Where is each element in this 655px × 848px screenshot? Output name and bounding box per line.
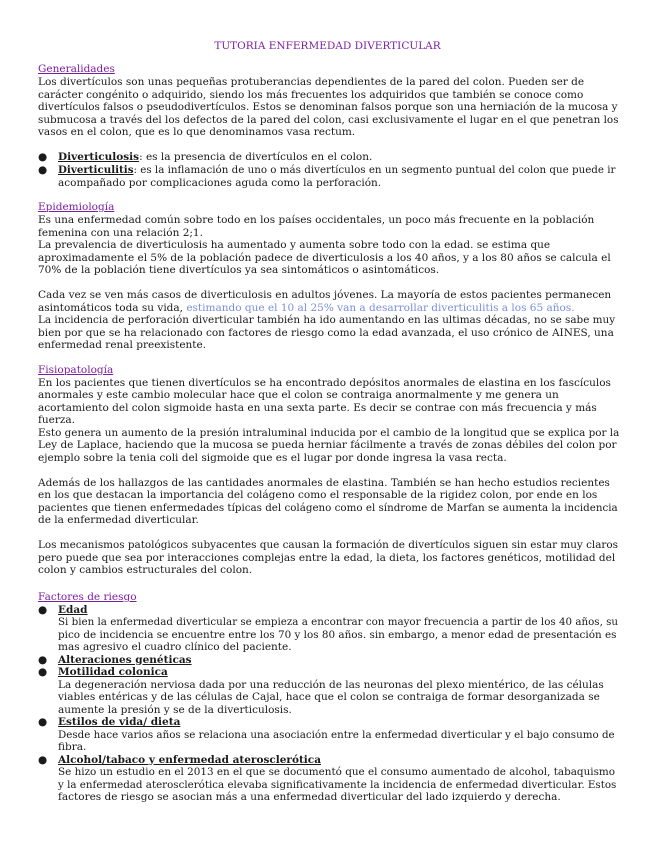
text-run: asintomáticos toda su vida, <box>38 301 187 314</box>
paragraph-line: en los que destacan la importancia del colágeno como el responsable de la rigidez colon, por ende en los <box>38 489 598 501</box>
highlighted-text: estimando que el 10 al 25% van a desarrollar diverticulitis a los 65 años. <box>186 301 575 314</box>
bullet-dot: ● <box>38 164 48 176</box>
definition-text: : es la inflamación de uno o más divertículos en un segmento puntual del colon que puede ir <box>133 164 616 176</box>
paragraph-line: Se hizo un estudio en el 2013 en el que se documentó que el consumo aumentado de alcohol, tabaquismo <box>58 766 616 778</box>
paragraph-line: de la enfermedad diverticular. <box>38 514 199 526</box>
paragraph-line: vasos en el colon, que es lo que denominamos vasa rectum. <box>38 126 356 138</box>
paragraph-line: pacientes que tienen enfermedades típicas del colágeno como el síndrome de Marfan se aumenta la incidencia <box>38 501 618 514</box>
paragraph-line: La incidencia de perforación diverticular también ha ido aumentando en las ultimas décadas, no se sabe muy <box>38 314 616 326</box>
paragraph-line: Desde hace varios años se relaciona una asociación entre la enfermedad diverticular y el bajo consumo de <box>58 728 615 741</box>
paragraph-line: Si bien la enfermedad diverticular se empieza a encontrar con mayor frecuencia a partir de los 40 años, su <box>58 616 619 628</box>
paragraph-line: aproximadamente el 5% de la población padece de diverticulosis a los 40 años, y a los 80 años se calcula el <box>38 251 611 264</box>
paragraph-line: anormales y este cambio molecular hace que el colon se contraiga anormalmente y me genera un <box>38 389 559 401</box>
bullet-dot: ● <box>38 716 48 728</box>
paragraph-line: colon y cambios estructurales del colon. <box>38 564 253 576</box>
paragraph-line: pero puede que sea por interacciones complejas entre la edad, la dieta, los factores genéticos, motilidad del <box>38 551 616 564</box>
heading-fisiopatologia: Fisiopatología <box>38 364 114 376</box>
bullet-item-diverticulosis <box>58 151 372 164</box>
risk-factor-estilos-de-vida: Estilos de vida/ dieta <box>58 716 181 728</box>
paragraph-line: En los pacientes que tienen divertículos se ha encontrado depósitos anormales de elastina en los fascículos <box>38 376 611 389</box>
heading-epidemiologia: Epidemiología <box>38 201 115 213</box>
paragraph-line: Esto genera un aumento de la presión intraluminal inducida por el cambio de la longitud que se explica por la <box>38 426 620 439</box>
term-diverticulosis: Diverticulosis <box>58 151 140 163</box>
paragraph-line: ejemplo sobre la tenia coli del sigmoide que es el lugar por donde ingresa la vasa recta. <box>38 451 507 464</box>
bullet-dot: ● <box>38 666 48 678</box>
paragraph-line: La degeneración nerviosa dada por una reducción de las neuronas del plexo mientérico, de las células <box>58 678 604 691</box>
paragraph-line <box>38 302 575 315</box>
paragraph-line: Los mecanismos patológicos subyacentes que causan la formación de divertículos siguen sin estar muy claros <box>38 539 618 551</box>
paragraph-line: Los divertículos son unas pequeñas protuberancias dependientes de la pared del colon. Pueden ser de <box>38 76 585 88</box>
paragraph-line: viables entéricas y de las células de Cajal, hace que el colon se contraiga de formar desorganizada se <box>58 691 600 703</box>
paragraph-line: enfermedad renal preexistente. <box>38 339 207 351</box>
paragraph-line: mas agresivo el cuadro clínico del paciente. <box>58 641 292 653</box>
paragraph-line: factores de riesgo se asocian más a una enfermedad diverticular del lado izquierdo y derecha. <box>58 791 561 803</box>
paragraph-line: pico de incidencia se encuentre entre los 70 y los 80 años. sin embargo, a menor edad de presentación es <box>58 628 617 641</box>
paragraph-line: Además de los hallazgos de las cantidades anormales de elastina. También se han hecho estudios recientes <box>38 476 610 489</box>
paragraph-line: y la enfermedad aterosclerótica elevaba significativamente la incidencia de enfermedad diverticular. Estos <box>58 778 617 791</box>
paragraph-line: fibra. <box>58 741 87 753</box>
risk-factor-geneticas: Alteraciones genéticas <box>58 653 192 666</box>
definition-text: : es la presencia de divertículos en el colon. <box>139 151 373 163</box>
paragraph-line: Es una enfermedad común sobre todo en los países occidentales, un poco más frecuente en la población <box>38 214 595 226</box>
risk-factor-edad: Edad <box>58 603 88 616</box>
heading-factores-de-riesgo: Factores de riesgo <box>38 591 137 603</box>
paragraph-line: Ley de Laplace, haciendo que la mucosa se pueda herniar fácilmente a través de zonas débiles del colon por <box>38 439 617 451</box>
paragraph-line: divertículos falsos o pseudodivertículos. Estos se denominan falsos porque son una herniación de la mucosa y <box>38 101 618 113</box>
heading-generalidades: Generalidades <box>38 63 115 75</box>
document-title: TUTORIA ENFERMEDAD DIVERTICULAR <box>214 40 441 52</box>
risk-factor-motilidad: Motilidad colonica <box>58 666 168 678</box>
paragraph-line: acortamiento del colon sigmoide hasta en una sexta parte. Es decir se contrae con más frecuencia y más <box>38 401 597 414</box>
bullet-dot: ● <box>38 753 48 766</box>
paragraph-line: submucosa a través del los defectos de la pared del colon, casi exclusivamente el lugar en el que penetran los <box>38 113 619 126</box>
paragraph-line: fuerza. <box>38 414 76 426</box>
paragraph-line: 70% de la población tiene divertículos ya sea sintomáticos o asintomáticos. <box>38 264 440 276</box>
paragraph-line: Cada vez se ven más casos de diverticulosis en adultos jóvenes. La mayoría de estos pacientes permanecen <box>38 289 612 301</box>
bullet-continuation: acompañado por complicaciones aguda como la perforación. <box>58 176 382 189</box>
risk-factor-alcohol-tabaco: Alcohol/tabaco y enfermedad aterosclerótica <box>58 753 321 766</box>
term-diverticulitis: Diverticulitis <box>58 164 134 176</box>
paragraph-line: aumente la presión y se de la diverticulosis. <box>58 703 292 716</box>
paragraph-line: La prevalencia de diverticulosis ha aumentado y aumenta sobre todo con la edad. se estima que <box>38 239 551 251</box>
bullet-dot: ● <box>38 151 48 163</box>
bullet-dot: ● <box>38 603 48 616</box>
paragraph-line: carácter congénito o adquirido, siendo los más frecuentes los adquiridos que también se conoce como <box>38 88 584 101</box>
bullet-dot: ● <box>38 653 48 666</box>
bullet-item-diverticulitis <box>58 164 615 177</box>
paragraph-line: bien por que se ha relacionado con factores de riesgo como la edad avanzada, el uso crónico de AINES, una <box>38 326 614 339</box>
paragraph-line: femenina con una relación 2;1. <box>38 226 203 239</box>
